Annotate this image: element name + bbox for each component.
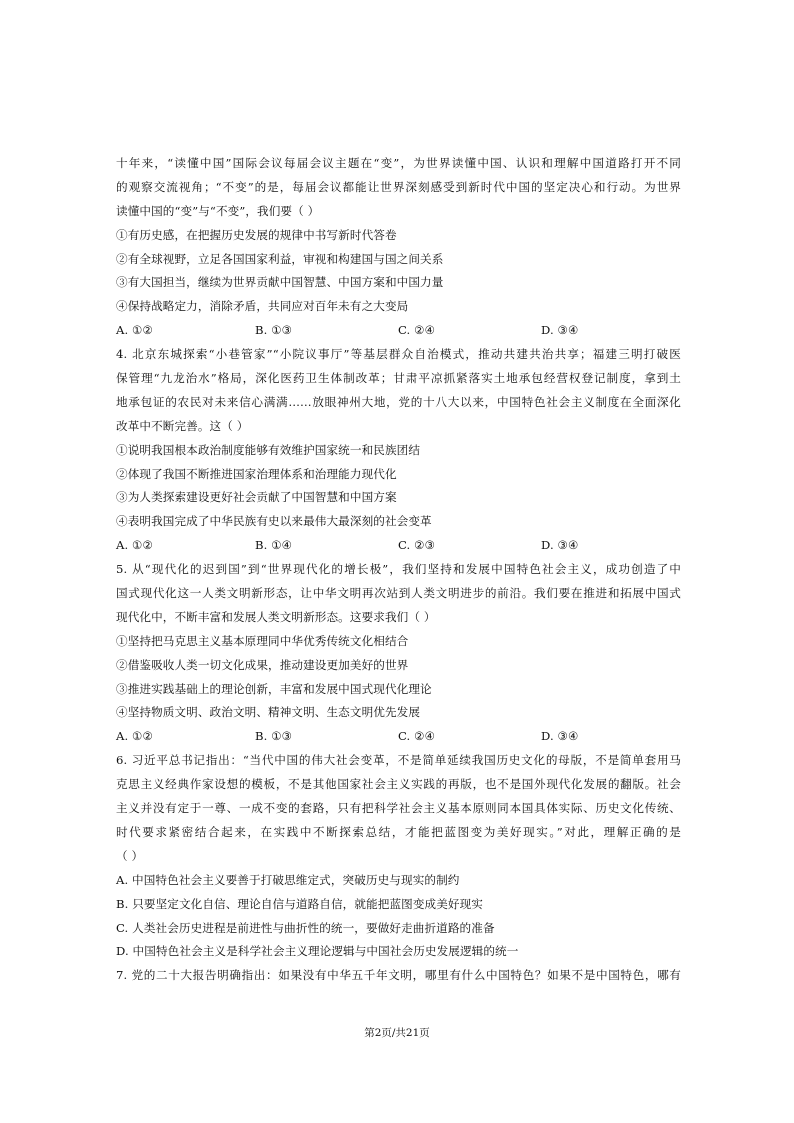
text-line: 读懂中国的“变”与“不变”，我们要（ ） (116, 203, 320, 218)
text-line: （ ） (116, 848, 144, 863)
text-line: ④坚持物质文明、政治文明、精神文明、生态文明优先发展 (116, 705, 421, 720)
text-line: D. 中国特色社会主义是科学社会主义理论逻辑与中国社会历史发展逻辑的统一 (116, 944, 519, 959)
page-footer: 第2页/共21页 (364, 1027, 430, 1039)
text-line: 的观察交流视角；“不变”的是，每届会议都能让世界深刻感受到新时代中国的坚定决心和行动。为世界 (116, 179, 681, 194)
text-line: 改革中不断完善。这（ ） (116, 418, 249, 433)
text-line: ③有大国担当，继续为世界贡献中国智慧、中国方案和中国力量 (116, 275, 444, 290)
answer-option: C. ②③ (398, 538, 436, 553)
text-line: ②借鉴吸收人类一切文化成果，推动建设更加美好的世界 (116, 657, 409, 672)
text-line: 保管理“九龙治水”格局，深化医药卫生体制改革；甘肃平凉抓紧落实土地承包经营权登记制度，拿到土 (116, 371, 681, 386)
text-line: ②有全球视野，立足各国国家利益，审视和构建国与国之间关系 (116, 251, 444, 266)
text-line: 克思主义经典作家设想的模板，不是其他国家社会主义实践的再版，也不是国外现代化发展的翻版。社会 (116, 777, 681, 792)
text-line: 地承包证的农民对未来信心满满……放眼神州大地，党的十八大以来，中国特色社会主义制度在全面深化 (116, 394, 681, 409)
answer-options (116, 725, 681, 749)
answer-option: B. ①③ (255, 729, 293, 744)
question-content (116, 152, 681, 988)
answer-option: D. ③④ (541, 729, 579, 744)
text-line: 4. 北京东城探索“小巷管家”“小院议事厅”等基层群众自治模式，推动共建共治共享；福建三明打破医 (116, 347, 681, 362)
answer-option: A. ①② (116, 538, 154, 553)
text-line: ④保持战略定力，消除矛盾，共同应对百年未有之大变局 (116, 299, 409, 314)
text-line: 国式现代化这一人类文明新形态，让中华文明再次站到人类文明进步的前沿。我们要在推进和拓展中国式 (116, 586, 681, 601)
text-line: 十年来，“读懂中国”国际会议每届会议主题在“变”，为世界读懂中国、认识和理解中国道路打开不同 (116, 156, 681, 170)
text-line: 6. 习近平总书记指出：“当代中国的伟大社会变革，不是简单延续我国历史文化的母版，不是简单套用马 (116, 753, 681, 768)
text-line: 时代要求紧密结合起来，在实践中不断探索总结，才能把蓝图变为美好现实。”对此，理解正确的是 (116, 824, 681, 839)
text-line: ②体现了我国不断推进国家治理体系和治理能力现代化 (116, 466, 397, 481)
text-line: 5. 从“现代化的迟到国”到“世界现代化的增长极”，我们坚持和发展中国特色社会主义，成功创造了中 (116, 562, 681, 577)
text-line: B. 只要坚定文化自信、理论自信与道路自信，就能把蓝图变成美好现实 (116, 896, 484, 911)
text-line: ①坚持把马克思主义基本原理同中华优秀传统文化相结合 (116, 633, 409, 648)
text-line: C. 人类社会历史进程是前进性与曲折性的统一，要做好走曲折道路的准备 (116, 920, 495, 935)
text-line: 主义并没有定于一尊、一成不变的套路，只有把科学社会主义基本原则同本国具体实际、历史文化传统、 (116, 801, 681, 816)
text-line: 现代化中，不断丰富和发展人类文明新形态。这要求我们（ ） (116, 609, 436, 624)
text-line: ①说明我国根本政治制度能够有效维护国家统一和民族团结 (116, 442, 421, 457)
text-line: ③推进实践基础上的理论创新，丰富和发展中国式现代化理论 (116, 681, 432, 696)
answer-option: D. ③④ (541, 323, 579, 338)
text-line: ④表明我国完成了中华民族有史以来最伟大最深刻的社会变革 (116, 514, 432, 529)
answer-option: C. ②④ (398, 729, 436, 744)
answer-option: B. ①④ (255, 538, 293, 553)
answer-option: C. ②④ (398, 323, 436, 338)
answer-option: B. ①③ (255, 323, 293, 338)
answer-option: A. ①② (116, 729, 154, 744)
text-line: A. 中国特色社会主义要善于打破思维定式，突破历史与现实的制约 (116, 872, 460, 887)
text-line: 7. 党的二十大报告明确指出：如果没有中华五千年文明，哪里有什么中国特色？如果不是中国特色，哪有 (116, 968, 681, 983)
answer-option: D. ③④ (541, 538, 579, 553)
answer-options (116, 319, 681, 343)
text-line: ①有历史感，在把握历史发展的规律中书写新时代答卷 (116, 227, 397, 242)
answer-options (116, 534, 681, 558)
text-line: ③为人类探索建设更好社会贡献了中国智慧和中国方案 (116, 490, 397, 505)
answer-option: A. ①② (116, 323, 154, 338)
